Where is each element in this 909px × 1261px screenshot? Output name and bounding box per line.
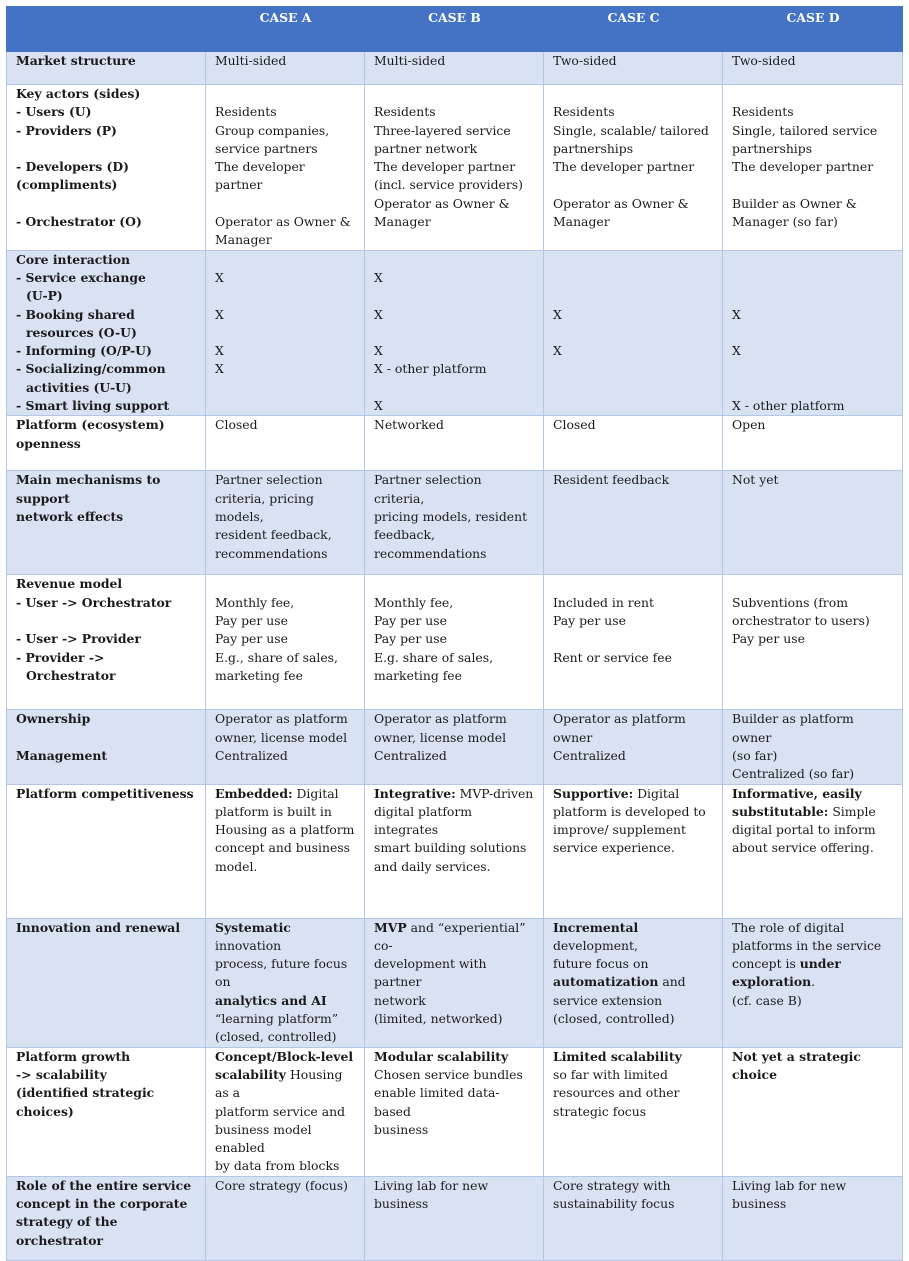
cell-line: Centralized bbox=[215, 747, 288, 763]
cell-line: X bbox=[215, 269, 224, 285]
cell-line: “learning platform” bbox=[215, 1011, 339, 1027]
table-cell-case-b bbox=[365, 52, 544, 85]
cell-line: Three-layered service bbox=[374, 122, 511, 138]
cell-line: model. bbox=[215, 858, 258, 874]
row-label bbox=[7, 784, 206, 918]
row-label-line: Management bbox=[16, 747, 108, 763]
row-label-line: resources (O-U) bbox=[26, 324, 137, 340]
cell-line: orchestrator to users) bbox=[732, 612, 870, 628]
cell-line: X bbox=[553, 343, 562, 359]
cell-line: recommendations bbox=[215, 545, 328, 561]
cell-line: Housing as a platform bbox=[215, 822, 355, 838]
cell-line: Centralized bbox=[553, 747, 626, 763]
cell-line: business bbox=[374, 1121, 429, 1137]
cell-line: The developer partner bbox=[732, 159, 874, 175]
cell-line: Builder as platform owner bbox=[732, 711, 858, 745]
table-cell-case-c bbox=[544, 918, 723, 1047]
cell-line: Open bbox=[732, 417, 766, 433]
cell-line: exploration. bbox=[732, 974, 816, 990]
cell-line: Concept/Block-level bbox=[215, 1048, 354, 1064]
row-label-line: network effects bbox=[16, 508, 124, 524]
table-cell-case-d bbox=[723, 250, 903, 416]
cell-line: Manager (so far) bbox=[732, 214, 838, 230]
cell-line: X bbox=[374, 306, 383, 322]
cell-line: Living lab for new business bbox=[374, 1177, 493, 1211]
table-cell-case-d bbox=[723, 918, 903, 1047]
cell-line bbox=[553, 251, 714, 269]
row-label-line: Orchestrator bbox=[26, 667, 116, 683]
cell-line: by data from blocks bbox=[215, 1158, 340, 1174]
cell-line: X - other platform bbox=[374, 361, 487, 377]
cell-line: criteria, pricing models, bbox=[215, 490, 318, 524]
case-comparison-table bbox=[6, 6, 903, 1261]
cell-line: X bbox=[374, 343, 383, 359]
cell-line bbox=[215, 397, 356, 415]
cell-line: owner, license model bbox=[215, 729, 348, 745]
cell-line: Manager bbox=[215, 232, 272, 248]
cell-line bbox=[374, 575, 535, 593]
row-label bbox=[7, 918, 206, 1047]
cell-line: Not yet bbox=[732, 472, 779, 488]
row-label-line: - Service exchange bbox=[16, 269, 146, 285]
table-cell-case-d bbox=[723, 1176, 903, 1260]
cell-line: platform is developed to bbox=[553, 803, 706, 819]
cell-line: Multi-sided bbox=[374, 53, 446, 68]
cell-line bbox=[215, 85, 356, 103]
cell-line bbox=[732, 85, 894, 103]
table-cell-case-a bbox=[206, 575, 365, 710]
cell-line: marketing fee bbox=[215, 667, 303, 683]
cell-line bbox=[553, 176, 714, 194]
cell-line: Single, scalable/ tailored bbox=[553, 122, 709, 138]
cell-line bbox=[215, 324, 356, 342]
cell-line: service extension bbox=[553, 992, 663, 1008]
cell-line: Core strategy with bbox=[553, 1177, 671, 1193]
cell-line: Centralized (so far) bbox=[732, 766, 855, 782]
cell-line: Systematic innovation bbox=[215, 919, 295, 953]
table-cell-case-d bbox=[723, 575, 903, 710]
row-label-line: - Smart living support bbox=[16, 398, 170, 414]
table-cell-case-a bbox=[206, 416, 365, 471]
cell-line: Operator as platform bbox=[374, 711, 507, 727]
row-label bbox=[7, 52, 206, 85]
row-label bbox=[7, 1176, 206, 1260]
cell-line: Pay per use bbox=[374, 631, 447, 647]
cell-line bbox=[215, 575, 356, 593]
cell-line: resident feedback, bbox=[215, 527, 332, 543]
cell-line: smart building solutions bbox=[374, 840, 527, 856]
table-cell-case-c bbox=[544, 575, 723, 710]
cell-line: X bbox=[374, 269, 383, 285]
cell-line bbox=[374, 85, 535, 103]
table-cell-case-b bbox=[365, 710, 544, 784]
cell-line: feedback, bbox=[374, 527, 435, 543]
cell-line: Pay per use bbox=[374, 612, 447, 628]
cell-line: Pay per use bbox=[553, 612, 626, 628]
table-cell-case-c bbox=[544, 1047, 723, 1176]
header-case-b: CASE B bbox=[365, 7, 544, 52]
cell-line: Included in rent bbox=[553, 594, 654, 610]
table-cell-case-c bbox=[544, 250, 723, 416]
row-label-line: Key actors (sides) bbox=[16, 86, 141, 101]
row-label-line: - Socializing/common bbox=[16, 361, 166, 377]
cell-line bbox=[553, 269, 714, 287]
table-row bbox=[7, 1047, 903, 1176]
cell-line: pricing models, resident bbox=[374, 508, 528, 524]
row-label bbox=[7, 575, 206, 710]
cell-line: digital platform integrates bbox=[374, 803, 476, 838]
cell-line: Living lab for new business bbox=[732, 1177, 851, 1211]
table-cell-case-c bbox=[544, 471, 723, 575]
cell-line: X bbox=[215, 343, 224, 359]
cell-line: Two-sided bbox=[732, 53, 796, 68]
table-cell-case-c bbox=[544, 710, 723, 784]
cell-line: partnerships bbox=[553, 140, 634, 156]
cell-line: Supportive: Digital bbox=[553, 785, 680, 801]
cell-line: Pay per use bbox=[215, 631, 288, 647]
cell-line: (so far) bbox=[732, 747, 778, 763]
row-label-line bbox=[16, 140, 197, 158]
cell-line: substitutable: Simple bbox=[732, 803, 876, 819]
table-cell-case-b bbox=[365, 1176, 544, 1260]
cell-line: network bbox=[374, 992, 426, 1008]
table-cell-case-a bbox=[206, 784, 365, 918]
cell-line: Not yet a strategic choice bbox=[732, 1048, 866, 1082]
cell-line bbox=[374, 287, 535, 305]
table-cell-case-b bbox=[365, 918, 544, 1047]
cell-line: Residents bbox=[732, 104, 794, 120]
cell-line: scalability Housing as a bbox=[215, 1066, 347, 1101]
cell-line: X bbox=[215, 361, 224, 377]
cell-line: X bbox=[374, 398, 383, 414]
cell-line: Multi-sided bbox=[215, 53, 287, 68]
cell-line: Builder as Owner & bbox=[732, 195, 857, 211]
table-row bbox=[7, 784, 903, 918]
table-row bbox=[7, 1176, 903, 1260]
table-cell-case-d bbox=[723, 85, 903, 251]
table-cell-case-b bbox=[365, 784, 544, 918]
row-label-line: - User -> Provider bbox=[16, 631, 141, 647]
cell-line: X bbox=[732, 306, 741, 322]
cell-line bbox=[732, 287, 894, 305]
cell-line: Residents bbox=[553, 104, 615, 120]
cell-line: service experience. bbox=[553, 840, 675, 856]
row-label-line: - Informing (O/P-U) bbox=[16, 343, 152, 359]
cell-line: (closed, controlled) bbox=[553, 1011, 675, 1027]
cell-line: sustainability focus bbox=[553, 1195, 675, 1211]
row-label bbox=[7, 85, 206, 251]
cell-line: Monthly fee, bbox=[374, 594, 454, 610]
row-label-line: Core interaction bbox=[16, 251, 130, 267]
cell-line: (cf. case B) bbox=[732, 992, 802, 1008]
cell-line: marketing fee bbox=[374, 667, 462, 683]
row-label-line: Platform (ecosystem) bbox=[16, 417, 165, 433]
cell-line bbox=[374, 379, 535, 397]
cell-line: Closed bbox=[553, 417, 596, 433]
cell-line: so far with limited bbox=[553, 1066, 668, 1082]
cell-line: about service offering. bbox=[732, 840, 874, 856]
row-label-line: Innovation and renewal bbox=[16, 919, 181, 935]
cell-line: Monthly fee, bbox=[215, 594, 295, 610]
cell-line: Networked bbox=[374, 417, 444, 433]
cell-line: Core strategy (focus) bbox=[215, 1177, 348, 1193]
cell-line: Integrative: MVP-driven bbox=[374, 785, 534, 801]
cell-line: X bbox=[215, 306, 224, 322]
cell-line: Pay per use bbox=[732, 631, 805, 647]
cell-line: partnerships bbox=[732, 140, 813, 156]
cell-line: Centralized bbox=[374, 747, 447, 763]
header-corner bbox=[7, 7, 206, 52]
cell-line bbox=[553, 575, 714, 593]
table-cell-case-b bbox=[365, 1047, 544, 1176]
row-label-line: (compliments) bbox=[16, 177, 118, 193]
table-cell-case-a bbox=[206, 471, 365, 575]
table-cell-case-a bbox=[206, 250, 365, 416]
table-cell-case-b bbox=[365, 575, 544, 710]
cell-line: Partner selection criteria, bbox=[374, 472, 486, 506]
cell-line: concept and business bbox=[215, 840, 351, 856]
cell-line: X - other platform bbox=[732, 398, 845, 414]
cell-line: The role of digital bbox=[732, 919, 845, 935]
cell-line: MVP and “experiential” co- bbox=[374, 919, 530, 953]
cell-line: Manager bbox=[553, 214, 610, 230]
row-label-line bbox=[16, 729, 197, 747]
cell-line: resources and other bbox=[553, 1085, 680, 1101]
row-label-line: - Providers (P) bbox=[16, 122, 117, 138]
cell-line: Embedded: Digital bbox=[215, 785, 339, 801]
table-cell-case-d bbox=[723, 1047, 903, 1176]
cell-line: improve/ supplement bbox=[553, 822, 687, 838]
table-cell-case-a bbox=[206, 85, 365, 251]
table-cell-case-b bbox=[365, 85, 544, 251]
cell-line: Pay per use bbox=[215, 612, 288, 628]
row-label-line: -> scalability bbox=[16, 1066, 107, 1082]
cell-line: owner, license model bbox=[374, 729, 507, 745]
cell-line: Subventions (from bbox=[732, 594, 848, 610]
table-row bbox=[7, 710, 903, 784]
cell-line: and daily services. bbox=[374, 858, 491, 874]
cell-line: Operator as Owner & bbox=[215, 214, 351, 230]
cell-line: Informative, easily bbox=[732, 785, 862, 801]
table-cell-case-b bbox=[365, 416, 544, 471]
cell-line bbox=[553, 324, 714, 342]
cell-line: Operator as platform bbox=[553, 711, 686, 727]
cell-line: Residents bbox=[215, 104, 277, 120]
cell-line: recommendations bbox=[374, 545, 487, 561]
cell-line bbox=[215, 195, 356, 213]
cell-line: Two-sided bbox=[553, 53, 617, 68]
cell-line: platforms in the service bbox=[732, 937, 882, 953]
header-case-d: CASE D bbox=[723, 7, 903, 52]
row-label-line: Ownership bbox=[16, 711, 91, 727]
table-cell-case-a bbox=[206, 1047, 365, 1176]
cell-line: development with partner bbox=[374, 956, 491, 990]
row-label-line: (identified strategic choices) bbox=[16, 1085, 159, 1119]
header-case-a: CASE A bbox=[206, 7, 365, 52]
header-row bbox=[7, 7, 903, 52]
table-cell-case-b bbox=[365, 471, 544, 575]
cell-line bbox=[374, 251, 535, 269]
table-row bbox=[7, 471, 903, 575]
row-label-line: activities (U-U) bbox=[26, 379, 132, 395]
row-label-line: - Developers (D) bbox=[16, 159, 129, 175]
row-label-line bbox=[16, 612, 197, 630]
row-label bbox=[7, 710, 206, 784]
row-label bbox=[7, 471, 206, 575]
table-cell-case-a bbox=[206, 1176, 365, 1260]
table-cell-case-d bbox=[723, 52, 903, 85]
table-cell-case-d bbox=[723, 416, 903, 471]
row-label-line: openness bbox=[16, 435, 81, 451]
cell-line bbox=[553, 397, 714, 415]
cell-line bbox=[732, 176, 894, 194]
table-cell-case-a bbox=[206, 52, 365, 85]
cell-line: Incremental development, bbox=[553, 919, 643, 953]
cell-line: digital portal to inform bbox=[732, 822, 876, 838]
cell-line bbox=[732, 575, 894, 593]
table-row bbox=[7, 575, 903, 710]
table-row bbox=[7, 52, 903, 85]
table-row bbox=[7, 85, 903, 251]
row-label-line: - Booking shared bbox=[16, 306, 135, 322]
cell-line: strategic focus bbox=[553, 1103, 647, 1119]
table-row bbox=[7, 250, 903, 416]
cell-line: E.g. share of sales, bbox=[374, 649, 494, 665]
cell-line: owner bbox=[553, 729, 593, 745]
cell-line: Operator as Owner & bbox=[553, 195, 689, 211]
cell-line bbox=[215, 287, 356, 305]
table-cell-case-d bbox=[723, 784, 903, 918]
row-label-line: strategy of the orchestrator bbox=[16, 1214, 122, 1248]
row-label-line: (U-P) bbox=[26, 288, 63, 304]
row-label bbox=[7, 250, 206, 416]
table-cell-case-c bbox=[544, 85, 723, 251]
cell-line: concept is under bbox=[732, 956, 841, 972]
cell-line: The developer partner bbox=[553, 159, 695, 175]
cell-line: (incl. service providers) bbox=[374, 177, 524, 193]
row-label-line: Platform growth bbox=[16, 1048, 131, 1064]
row-label-line: - Provider -> bbox=[16, 649, 105, 665]
cell-line bbox=[374, 324, 535, 342]
cell-line: platform is built in bbox=[215, 803, 332, 819]
cell-line: The developer partner bbox=[215, 159, 309, 193]
cell-line: X bbox=[732, 343, 741, 359]
cell-line: platform service and bbox=[215, 1103, 346, 1119]
table-cell-case-b bbox=[365, 250, 544, 416]
row-label-line: concept in the corporate bbox=[16, 1195, 188, 1211]
row-label bbox=[7, 1047, 206, 1176]
row-label-line: Main mechanisms to support bbox=[16, 472, 165, 506]
table-row bbox=[7, 416, 903, 471]
cell-line: Operator as Owner & bbox=[374, 195, 510, 211]
cell-line: Modular scalability bbox=[374, 1048, 509, 1064]
cell-line: Resident feedback bbox=[553, 472, 670, 488]
cell-line: Single, tailored service bbox=[732, 122, 878, 138]
table-row bbox=[7, 918, 903, 1047]
table-cell-case-c bbox=[544, 52, 723, 85]
header-case-c: CASE C bbox=[544, 7, 723, 52]
row-label-line: - User -> Orchestrator bbox=[16, 594, 172, 610]
table-cell-case-a bbox=[206, 918, 365, 1047]
row-label-line: Platform competitiveness bbox=[16, 785, 194, 801]
cell-line: Chosen service bundles bbox=[374, 1066, 523, 1082]
cell-line: Closed bbox=[215, 417, 258, 433]
cell-line: Partner selection bbox=[215, 472, 323, 488]
row-label-line: - Orchestrator (O) bbox=[16, 214, 142, 230]
cell-line: E.g., share of sales, bbox=[215, 649, 338, 665]
cell-line: enable limited data-based bbox=[374, 1085, 500, 1119]
cell-line: Rent or service fee bbox=[553, 649, 672, 665]
cell-line bbox=[553, 360, 714, 378]
cell-line bbox=[732, 379, 894, 397]
cell-line: Operator as platform bbox=[215, 711, 348, 727]
cell-line: X bbox=[553, 306, 562, 322]
row-label-line: - Users (U) bbox=[16, 104, 92, 120]
table-cell-case-a bbox=[206, 710, 365, 784]
cell-line: automatization and bbox=[553, 974, 686, 990]
table-cell-case-c bbox=[544, 784, 723, 918]
row-label bbox=[7, 416, 206, 471]
cell-line: service partners bbox=[215, 140, 318, 156]
row-label-line: Revenue model bbox=[16, 576, 123, 592]
cell-line bbox=[553, 630, 714, 648]
cell-line: partner network bbox=[374, 140, 478, 156]
table-cell-case-d bbox=[723, 710, 903, 784]
table-cell-case-d bbox=[723, 471, 903, 575]
cell-line: Residents bbox=[374, 104, 436, 120]
cell-line bbox=[732, 251, 894, 269]
row-label-line bbox=[16, 195, 197, 213]
cell-line: The developer partner bbox=[374, 159, 516, 175]
cell-line bbox=[553, 85, 714, 103]
table-cell-case-c bbox=[544, 416, 723, 471]
cell-line bbox=[215, 251, 356, 269]
cell-line bbox=[553, 379, 714, 397]
cell-line: Group companies, bbox=[215, 122, 330, 138]
row-label-line: Market structure bbox=[16, 53, 136, 68]
cell-line: Limited scalability bbox=[553, 1048, 682, 1064]
cell-line: Manager bbox=[374, 214, 431, 230]
cell-line: (closed, controlled) bbox=[215, 1029, 337, 1045]
cell-line bbox=[215, 379, 356, 397]
cell-line: analytics and AI bbox=[215, 992, 327, 1008]
cell-line: (limited, networked) bbox=[374, 1011, 503, 1027]
cell-line bbox=[732, 360, 894, 378]
cell-line bbox=[553, 287, 714, 305]
cell-line: business model enabled bbox=[215, 1121, 316, 1156]
cell-line: future focus on bbox=[553, 956, 649, 972]
cell-line bbox=[732, 269, 894, 287]
row-label-line: Role of the entire service bbox=[16, 1177, 192, 1193]
table-cell-case-c bbox=[544, 1176, 723, 1260]
cell-line bbox=[732, 324, 894, 342]
cell-line: process, future focus on bbox=[215, 956, 352, 990]
